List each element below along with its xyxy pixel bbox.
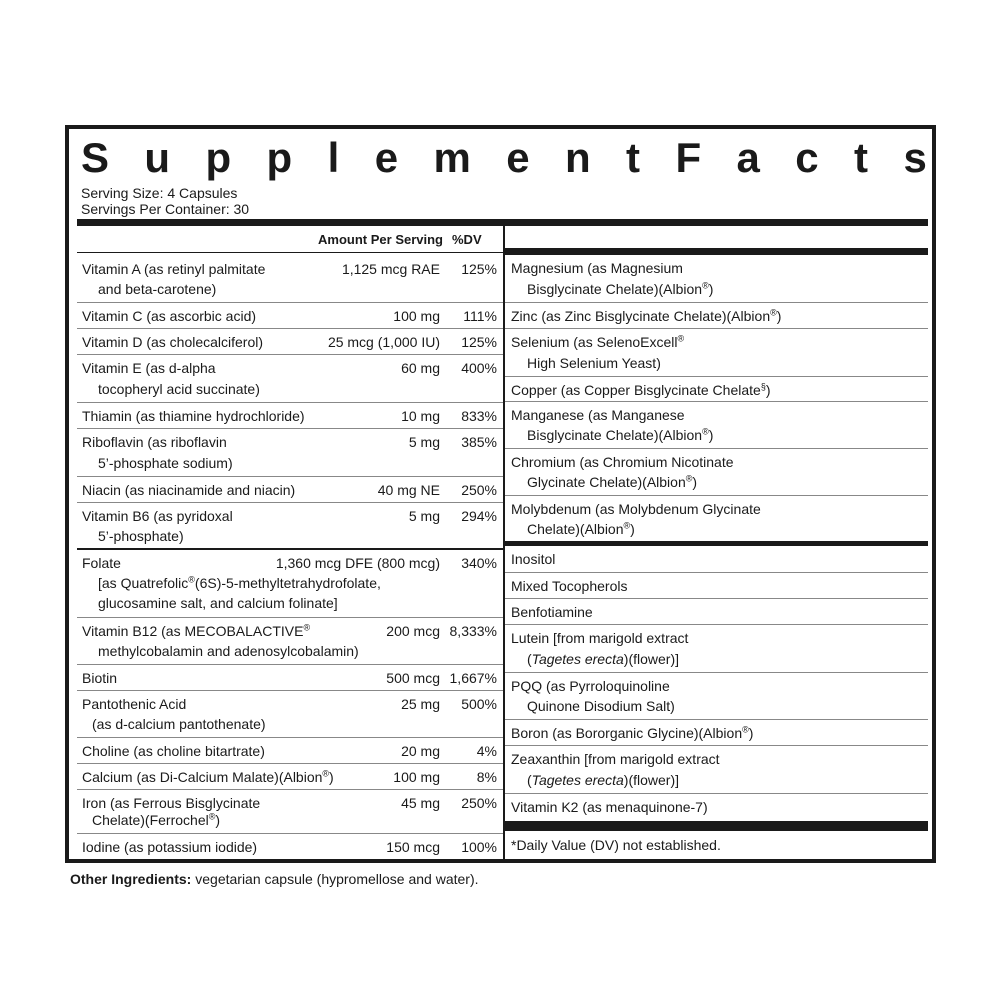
- nutrient-row-iodine: [77, 834, 503, 860]
- nutrient-dv: 385%: [461, 434, 497, 450]
- nutrient-amount: 20 mg: [401, 743, 440, 759]
- servings-per-container: Servings Per Container: 30: [81, 201, 250, 217]
- nutrient-row-inositol: [505, 546, 928, 573]
- footnote-row: [505, 831, 928, 859]
- nutrient-name: Magnesium (as Magnesium: [511, 260, 683, 276]
- nutrient-name: Thiamin (as thiamine hydrochloride): [82, 408, 305, 424]
- title-letter: t: [854, 134, 869, 181]
- title-letter: n: [564, 134, 591, 181]
- nutrient-row-pqq: [505, 673, 928, 720]
- nutrient-name-cont: High Selenium Yeast): [527, 355, 661, 371]
- nutrient-name: Copper (as Copper Bisglycinate Chelate: [511, 382, 761, 398]
- nutrient-name: Lutein [from marigold extract: [511, 630, 689, 646]
- nutrient-amount: 10 mg: [401, 408, 440, 424]
- nutrient-amount: 25 mg: [401, 696, 440, 712]
- nutrient-name: Biotin: [82, 670, 118, 686]
- nutrient-name: Mixed Tocopherols: [511, 578, 628, 594]
- nutrient-name-cont: 5’-phosphate sodium): [98, 455, 233, 471]
- nutrient-name: Vitamin D (as cholecalciferol): [82, 334, 264, 350]
- nutrient-row-vitamin-e: [77, 355, 503, 403]
- nutrient-name: ): [765, 382, 771, 398]
- nutrient-name: Molybdenum (as Molybdenum Glycinate: [511, 501, 761, 517]
- nutrient-dv: 8%: [476, 769, 497, 785]
- nutrient-name: Folate: [82, 555, 121, 571]
- nutrient-name: Inositol: [511, 551, 556, 567]
- nutrient-row-mixed-tocopherols: [505, 573, 928, 599]
- nutrient-name-cont: Quinone Disodium Salt): [527, 698, 675, 714]
- section-mark: §: [760, 381, 766, 392]
- nutrient-name-cont: ): [630, 521, 635, 537]
- nutrient-dv: 294%: [461, 508, 497, 524]
- nutrient-name: Boron (as Bororganic Glycine)(Albion: [511, 725, 743, 741]
- nutrient-name-cont: Bisglycinate Chelate)(Albion: [527, 427, 703, 443]
- nutrient-row-niacin: [77, 477, 503, 503]
- nutrient-name: Iodine (as potassium iodide): [82, 839, 258, 855]
- nutrient-name-cont: ): [692, 474, 698, 490]
- nutrient-dv: 1,667%: [449, 670, 497, 686]
- nutrient-name-cont: and beta-carotene): [98, 281, 217, 297]
- nutrient-name-cont: (6S)-5-methyltetrahydrofolate,: [194, 575, 381, 591]
- nutrient-name: Calcium (as Di-Calcium Malate)(Albion: [82, 769, 323, 785]
- column-header: [77, 226, 503, 253]
- nutrient-dv: 500%: [461, 696, 497, 712]
- title-letter: l: [327, 134, 340, 181]
- nutrient-amount: 500 mcg: [386, 670, 440, 686]
- species-name: Tagetes erecta: [531, 651, 624, 667]
- title-letter: e: [374, 134, 399, 181]
- nutrient-name-cont: Chelate)(Albion: [527, 521, 624, 537]
- nutrient-name-cont: tocopheryl acid succinate): [98, 381, 260, 397]
- title-letter: c: [795, 134, 819, 181]
- registered-mark: ®: [322, 768, 330, 779]
- nutrient-amount: 5 mg: [408, 508, 440, 524]
- nutrient-name: Zinc (as Zinc Bisglycinate Chelate)(Albion: [511, 308, 771, 324]
- registered-mark: ®: [702, 280, 709, 291]
- nutrient-amount: 200 mcg: [386, 623, 440, 639]
- nutrient-name: Iron (as Ferrous Bisglycinate: [82, 795, 261, 811]
- nutrient-name: Riboflavin (as riboflavin: [82, 434, 227, 450]
- nutrient-dv: 111%: [463, 308, 497, 324]
- nutrient-name: Selenium (as SelenoExcell: [511, 334, 678, 350]
- nutrient-name: Vitamin B12 (as MECOBALACTIVE: [82, 623, 304, 639]
- nutrient-row-calcium: [77, 764, 503, 790]
- nutrient-amount: 100 mg: [393, 769, 440, 785]
- nutrient-dv: 340%: [461, 555, 497, 571]
- nutrient-row-molybdenum: [505, 496, 928, 541]
- nutrient-dv: 400%: [461, 360, 497, 376]
- nutrient-name-cont: Glycinate Chelate)(Albion: [527, 474, 686, 490]
- title-letter: p: [266, 134, 293, 181]
- title-letter: t: [626, 134, 641, 181]
- nutrient-name: PQQ (as Pyrroloquinoline: [511, 678, 670, 694]
- nutrient-name-cont: ): [708, 281, 714, 297]
- registered-mark: ®: [702, 426, 709, 437]
- nutrient-name: Vitamin A (as retinyl palmitate: [82, 261, 266, 277]
- nutrient-name-cont: )(flower)]: [623, 772, 680, 788]
- nutrient-row-pantothenic-acid: [77, 691, 503, 738]
- thick-divider: [505, 821, 928, 831]
- nutrient-name: Chromium (as Chromium Nicotinate: [511, 454, 734, 470]
- nutrient-row-choline: [77, 738, 503, 764]
- nutrient-name-cont: [as Quatrefolic: [98, 575, 189, 591]
- nutrient-row-boron: [505, 720, 928, 746]
- nutrient-name-cont: )(flower)]: [623, 651, 680, 667]
- nutrient-name: ): [776, 308, 782, 324]
- nutrient-amount: 100 mg: [393, 308, 440, 324]
- registered-mark: ®: [677, 333, 685, 344]
- registered-mark: ®: [188, 574, 195, 585]
- nutrient-name-cont: glucosamine salt, and calcium folinate]: [98, 595, 338, 611]
- supplement-facts-panel: [65, 125, 936, 863]
- registered-mark: ®: [770, 307, 777, 318]
- nutrient-row-vitamin-k2: [505, 794, 928, 821]
- nutrient-amount: 5 mg: [408, 434, 440, 450]
- nutrient-amount: 45 mg: [401, 795, 440, 811]
- nutrient-name-cont: methylcobalamin and adenosylcobalamin): [98, 643, 359, 659]
- nutrient-name: Choline (as choline bitartrate): [82, 743, 265, 759]
- serving-size: Serving Size: 4 Capsules: [81, 185, 238, 201]
- nutrient-name-cont: ): [215, 812, 221, 828]
- nutrient-dv: 125%: [461, 261, 497, 277]
- nutrient-name: ): [329, 769, 334, 785]
- nutrient-row-riboflavin: [77, 429, 503, 477]
- nutrient-dv: 100%: [461, 839, 497, 855]
- nutrient-name-cont: 5’-phosphate): [98, 528, 184, 544]
- nutrient-row-vitamin-c: [77, 303, 503, 329]
- registered-mark: ®: [303, 622, 311, 633]
- nutrient-dv: 250%: [461, 482, 497, 498]
- nutrient-name: Niacin (as niacinamide and niacin): [82, 482, 296, 498]
- nutrient-amount: 150 mcg: [386, 839, 440, 855]
- nutrient-amount: 25 mcg (1,000 IU): [327, 334, 440, 350]
- thick-divider: [505, 248, 928, 255]
- title-letter: s: [903, 134, 927, 181]
- nutrient-row-magnesium: [505, 255, 928, 303]
- nutrient-name-cont: Bisglycinate Chelate)(Albion: [527, 281, 703, 297]
- title-letter: u: [144, 134, 171, 181]
- title-letter: m: [433, 134, 471, 181]
- nutrient-name: Vitamin E (as d-alpha: [82, 360, 216, 376]
- species-name: Tagetes erecta: [531, 772, 624, 788]
- nutrient-row-benfotiamine: [505, 599, 928, 625]
- nutrient-row-copper: [505, 377, 928, 402]
- nutrient-name-cont: ): [708, 427, 714, 443]
- registered-mark: ®: [742, 724, 749, 735]
- nutrient-name: Benfotiamine: [511, 604, 593, 620]
- nutrient-name-cont: (: [527, 651, 532, 667]
- nutrient-name: Pantothenic Acid: [82, 696, 187, 712]
- panel-title: [81, 135, 927, 181]
- nutrient-row-vitamin-d: [77, 329, 503, 355]
- nutrient-row-biotin: [77, 665, 503, 691]
- title-letter: S: [81, 134, 110, 181]
- thick-divider: [77, 219, 928, 226]
- nutrient-row-zinc: [505, 303, 928, 329]
- nutrient-row-folate: [77, 550, 503, 618]
- nutrient-amount: 60 mg: [401, 360, 440, 376]
- dv-footnote: *Daily Value (DV) not established.: [511, 837, 721, 853]
- nutrient-dv: 250%: [461, 795, 497, 811]
- other-ingredients: [70, 871, 479, 887]
- other-ingredients-label: Other Ingredients:: [70, 871, 192, 887]
- nutrient-amount: 40 mg NE: [377, 482, 440, 498]
- title-letter: e: [506, 134, 530, 181]
- nutrient-row-zeaxanthin: [505, 746, 928, 794]
- nutrient-dv: 8,333%: [449, 623, 497, 639]
- title-letter: p: [205, 134, 232, 181]
- nutrient-row-vitamin-b6: [77, 503, 503, 550]
- nutrient-name: Vitamin C (as ascorbic acid): [82, 308, 257, 324]
- nutrient-dv: 4%: [476, 743, 497, 759]
- nutrient-name: Vitamin B6 (as pyridoxal: [82, 508, 233, 524]
- amount-header: Amount Per Serving: [318, 232, 443, 247]
- registered-mark: ®: [623, 520, 631, 531]
- registered-mark: ®: [685, 473, 693, 484]
- nutrient-name: ): [748, 725, 754, 741]
- nutrient-row-manganese: [505, 402, 928, 449]
- nutrient-name: Zeaxanthin [from marigold extract: [511, 751, 720, 767]
- nutrient-name: Manganese (as Manganese: [511, 407, 685, 423]
- nutrient-amount: 1,360 mcg DFE (800 mcg): [275, 555, 440, 571]
- registered-mark: ®: [208, 811, 216, 822]
- nutrient-row-vitamin-b12: [77, 618, 503, 665]
- nutrient-dv: 833%: [461, 408, 497, 424]
- title-letter: F: [675, 134, 702, 181]
- dv-header: %DV: [452, 232, 482, 247]
- nutrient-amount: 1,125 mcg RAE: [341, 261, 440, 277]
- nutrient-dv: 125%: [461, 334, 497, 350]
- nutrient-row-selenium: [505, 329, 928, 377]
- nutrient-name-cont: (: [527, 772, 532, 788]
- nutrient-row-iron: [77, 790, 503, 834]
- nutrient-row-lutein: [505, 625, 928, 673]
- nutrient-row-thiamin: [77, 403, 503, 429]
- nutrient-name-cont: Chelate)(Ferrochel: [92, 812, 209, 828]
- nutrient-row-vitamin-a: [77, 256, 503, 303]
- nutrient-row-chromium: [505, 449, 928, 496]
- nutrient-name: Vitamin K2 (as menaquinone-7): [511, 799, 708, 815]
- other-ingredients-text: vegetarian capsule (hypromellose and water).: [191, 871, 479, 887]
- nutrient-name-cont: (as d-calcium pantothenate): [92, 716, 266, 732]
- title-letter: a: [736, 134, 760, 181]
